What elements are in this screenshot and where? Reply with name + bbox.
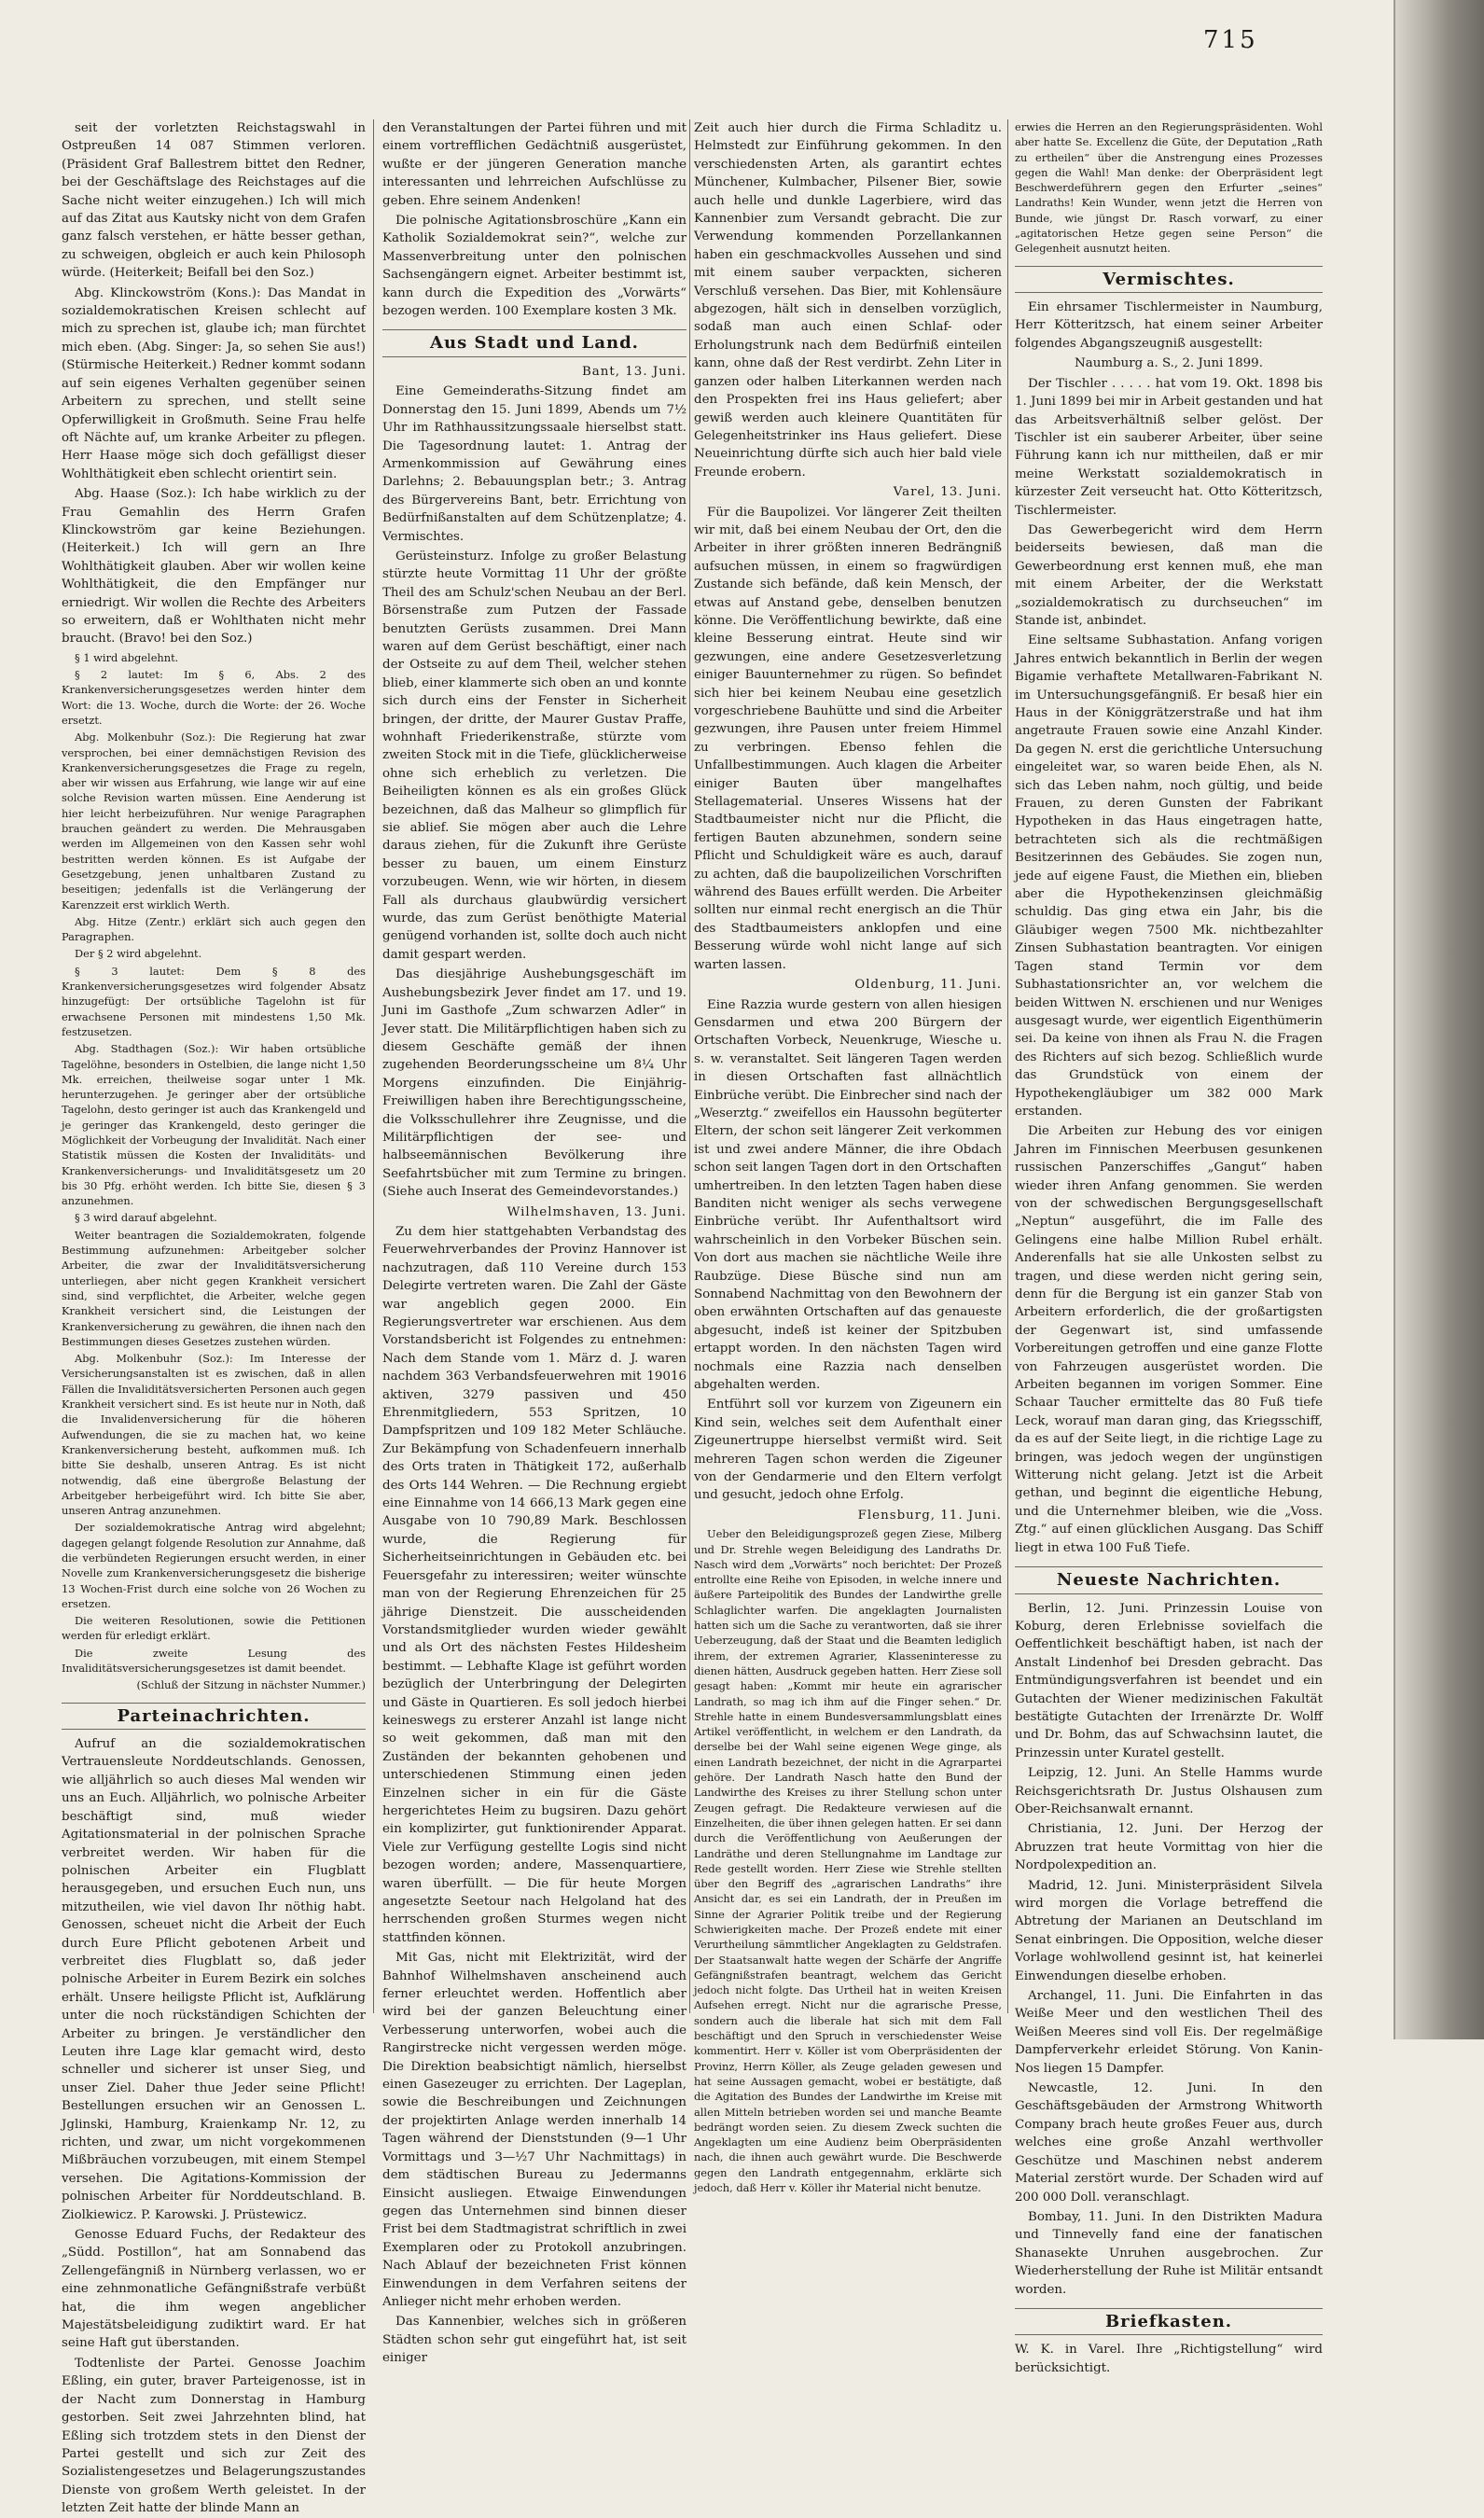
page-binding-shadow (1395, 0, 1484, 2039)
paragraph: Für die Baupolizei. Vor längerer Zeit theilten wir mit, daß bei einem Neubau der Ort, den die Arbeiter in ihrer größten inneren Bedrängniß aufsuchen müssen, in einem so fragwürdigen Zustande sich befände, daß kein Mensch, der etwas auf Anstand gebe, denselben benutzen könne. Die Veröffentlichung bewirkte, daß eine kleine Besserung eintrat. Heute sind wir gezwungen, eine andere Gesetzesverletzung einiger Bauunternehmer zu rügen. So befindet sich hier bei keinem Neubau eine gesetzlich vorgeschriebene Bauhütte und sind die Arbeiter gezwungen, ihre Pausen unter freiem Himmel zu verbringen. Ebenso fehlen die Unfallbestimmungen. Auch klagen die Arbeiter einiger Bauten über mangelhaftes Stellagematerial. Unseres Wissens hat der Stadtbaumeister nicht nur die Pflicht, die fertigen Bauten abzunehmen, sondern seine Pflicht und Schuldigkeit wäre es auch, darauf zu achten, daß die baupolizeilichen Vorschriften während des Baues erfüllt werden. Die Arbeiter sollten nur einmal recht energisch an die Thür des Stadtbaumeisters anklopfen und eine Besserung würde wohl nicht lange auf sich warten lassen. (694, 505, 1002, 972)
paragraph: (Schluß der Sitzung in nächster Nummer.) (136, 1678, 366, 1692)
column-3 (694, 119, 1002, 2195)
section-heading-neueste-nachrichten: Neueste Nachrichten. (1015, 1566, 1323, 1593)
paragraph: Die weiteren Resolutionen, sowie die Petitionen werden für erledigt erklärt. (62, 1614, 366, 1643)
column-1 (62, 119, 366, 2516)
paragraph: Aufruf an die sozialdemokratischen Vertrauensleute Norddeutschlands. Genossen, wie alljährlich so auch dieses Mal wenden wir uns an Euch. Alljährlich, wo polnische Arbeiter beschäftigt sind, muß wieder Agitationsmaterial in der polnischen Sprache verbreitet werden. Wir haben für die polnischen Arbeiter ein Flugblatt herausgegeben, und ersuchen Euch nun, uns mitzutheilen, wie viel davon Ihr nöthig habt. Genossen, scheuet nicht die Arbeit der Euch durch Eure Pflicht gebotenen Arbeit und verbreitet dies Flugblatt so, daß jeder polnische Arbeiter in Eurem Bezirk ein solches erhält. Unsere heiligste Pflicht ist, Aufklärung unter die noch rückständigen Schichten der Arbeiter zu bringen. Je verständlicher den Leuten ihre Lage klar gemacht wird, desto schneller und sicherer ist unser Sieg, und unser Ziel. Daher thue Jeder seine Pflicht! Bestellungen ersuchen wir an Genossen L. Jglinski, Hamburg, Kraienkamp Nr. 12, zu richten, und zwar, um nicht vorgekommenen Mißbräuchen vorzubeugen, mit einem Stempel versehen. Die Agitations-Kommission der polnischen Arbeiter für Norddeutschland. B. Ziolkiewicz. P. Karowski. J. Prüstewicz. (62, 1737, 366, 2222)
article-local-news-cont (694, 119, 1002, 2195)
article-party-news-cont (382, 119, 687, 320)
article-letterbox (1015, 2341, 1323, 2377)
paragraph: seit der vorletzten Reichstagswahl in Ostpreußen 14 087 Stimmen verloren. (Präsident Graf Ballestrem bittet den Redner, bei der Geschäftslage des Reichstages auf die Sache nicht weiter einzugehen.) Ich will mich auf das Zitat aus Kautsky nicht von dem Grafen ganz falsch verstehen, er hätte besser gethan, zu schweigen, obgleich er auch kein Philosoph würde. (Heiterkeit; Beifall bei den Soz.) (62, 121, 366, 281)
paragraph: Todtenliste der Partei. Genosse Joachim Eßling, ein guter, braver Parteigenosse, ist in der Nacht zum Donnerstag in Hamburg gestorben. Seit zwei Jahrzehnten blind, hat Eßling sich trotzdem stets in den Dienst der Partei gestellt und sich zur Zeit des Sozialistengesetzes und Belagerungszustandes Dienste von großem Werth geleistet. In der letzten Zeit hatte der blinde Mann an (62, 2356, 366, 2516)
paragraph: Wilhelmshaven, 13. Juni. (506, 1204, 687, 1219)
paragraph: Bombay, 11. Juni. In den Distrikten Madura und Tinnevelly fand eine der fanatischen Shanasekte Unruhen ausgebrochen. Zur Wiederherstellung der Ruhe ist Militär entsandt worden. (1015, 2209, 1323, 2297)
paragraph: § 3 wird darauf abgelehnt. (75, 1211, 217, 1225)
article-flensburg-cont (1015, 119, 1323, 257)
article-party-news (62, 1735, 366, 2517)
paragraph: Varel, 13. Juni. (893, 485, 1002, 500)
column-rule (1007, 119, 1008, 2013)
article-vermischtes (1015, 299, 1323, 1557)
column-rule (689, 119, 690, 2013)
paragraph: Eine seltsame Subhastation. Anfang vorigen Jahres entwich bekanntlich in Berlin der wegen Bigamie verhaftete Metallwaren-Fabrikant N. im Untersuchungsgefängniß. Er besaß hier ein Haus in der Königgrätzerstraße und hat ihm angetraute Frauen sowie eine Anzahl Kinder. Da gegen N. erst die gerichtliche Untersuchung eingeleitet war, so waren beide Ehen, als N. sich das Leben nahm, noch gültig, und beide Frauen, zu deren Gunsten der Fabrikant Hypotheken in das Haus eingetragen hatte, betrachteten sich als die rechtmäßigen Besitzerinnen des Gebäudes. Sie zogen nun, jede auf eigene Faust, die Miethen ein, blieben aber die Hypothekenzinsen gleichmäßig schuldig. Das ging etwa ein Jahr, bis die Gläubiger wegen 7500 Mk. nichtbezahlter Zinsen Subhastation beantragten. Vor einigen Tagen stand Termin vor dem Subhastationsrichter an, vor welchem die beiden Wittwen N. erschienen und nur Weniges ausgesagt wurde, wer eigentlich Eigenthümerin sei. Da keine von ihnen als Frau N. die Fragen des Richters auf sich bezog. Schließlich wurde das Grundstück von einem der Hypothekengläubiger um 382 000 Mark erstanden. (1015, 633, 1323, 1119)
paragraph: Madrid, 12. Juni. Ministerpräsident Silvela wird morgen die Vorlage betreffend die Abtretung der Marianen an Deutschland im Senat einbringen. Die Opposition, welche dieser Vorlage wohlwollend gesinnt ist, hat keinerlei Einwendungen dieselbe erhoben. (1015, 1878, 1323, 1983)
column-rule (373, 119, 374, 2013)
paragraph: Zeit auch hier durch die Firma Schladitz u. Helmstedt zur Einführung gekommen. In den verschiedensten Arten, als garantirt echtes Münchener, Kulmbacher, Pilsener Bier, sowie auch helle und dunkle Lagerbiere, wird das Kannenbier zum Versandt gebracht. Die zur Verwendung kommenden Porzellankannen haben ein geschmackvolles Aussehen und sind mit einem sauber verpackten, sicheren Verschluß versehen. Das Bier, mit Kohlensäure abgezogen, hält sich in denselben vorzüglich, sodaß man auch einen Schlaf- oder Erholungstrunk nach dem Bedürfniß einteilen kann, ohne daß der Rest verdirbt. Zehn Liter in ganzen oder halben Literkannen werden nach den Prospekten frei ins Haus geliefert; aber gewiß werden auch kleinere Quantitäten für Gelegenheitstrinker ins Haus geliefert. Diese Neueinrichtung dürfte sich auch hier bald viele Freunde erobern. (694, 121, 1002, 480)
paragraph: Genosse Eduard Fuchs, der Redakteur des „Südd. Postillon“, hat am Sonnabend das Zellengefängniß in Nürnberg verlassen, wo er eine zehnmonatliche Gefängnißstrafe verbüßt hat, die ihm wegen angeblicher Majestätsbeleidigung zudiktirt ward. Er hat seine Haft gut überstanden. (62, 2228, 366, 2351)
paragraph: Gerüsteinsturz. Infolge zu großer Belastung stürzte heute Vormittag 11 Uhr der größte Theil des am Schulz'schen Neubau an der Berl. Börsenstraße zum Putzen der Fassade benutzten Gerüsts zusammen. Drei Mann waren auf dem Gerüst beschäftigt, einer nach der Ostseite zu auf dem Theil, welcher stehen blieb, einer klammerte sich oben an und konnte sich durch eins der Fenster in Sicherheit bringen, der dritte, der Maurer Gustav Praffe, wohnhaft Friederikenstraße, stürzte vom zweiten Stock mit in die Tiefe, glücklicherweise ohne sich erheblich zu verletzen. Die Beiheiligten können es als ein großes Glück bezeichnen, daß das Malheur so glimpflich für sie ablief. Sie mögen aber auch die Lehre daraus ziehen, für die Zukunft ihre Gerüste besser zu bauen, um einem Einsturz vorzubeugen. Wenn, wie wir hörten, in diesem Fall als durchaus glaubwürdig versichert wurde, das zum Gerüst benöthigte Material genügend vorhanden ist, sollte doch auch nicht damit gespart werden. (382, 549, 687, 962)
paragraph: Christiania, 12. Juni. Der Herzog der Abruzzen trat heute Vormittag von hier die Nordpolexpedition an. (1015, 1822, 1323, 1873)
paragraph: § 1 wird abgelehnt. (75, 650, 179, 664)
paragraph: § 2 lautet: Im § 6, Abs. 2 des Krankenversicherungsgesetzes werden hinter dem Wort: die 13. Woche, durch die Worte: der 26. Woche ersetzt. (62, 668, 366, 727)
paragraph: Die zweite Lesung des Invaliditätsversicherungsgesetzes ist damit beendet. (62, 1646, 366, 1676)
paragraph: W. K. in Varel. Ihre „Richtigstellung“ wird berücksichtigt. (1015, 2343, 1323, 2375)
paragraph: Abg. Hitze (Zentr.) erklärt sich auch gegen den Paragraphen. (62, 914, 366, 944)
paragraph: Eine Razzia wurde gestern von allen hiesigen Gensdarmen und etwa 200 Bürgern der Ortschaften Vorbeck, Neuenkruge, Wiesche u. s. w. veranstaltet. Seit längeren Tagen werden in diesen Ortschaften fast allnächtlich Einbrüche verübt. Die Einbrecher sind nach der „Weserztg.“ zweifellos ein Haussohn begüterter Eltern, der schon seit längerer Zeit verkommen ist und zwei andere Männer, die ihre Obdach schon seit langen Tagen dort in den Ortschaften umhertreiben. In den letzten Tagen haben diese Banditen nicht weniger als sechs verwegene Einbrüche verübt. Ihr Aufenthaltsort wird wahrscheinlich in den Vorbeker Büschen sein. Von dort aus machen sie nächtliche Weile ihre Raubzüge. Diese Büsche sind nun am Sonnabend Nachmittag von den Bewohnern der oben erwähnten Ortschaften auf das genaueste abgesucht, indeß ist keiner der Spitzbuben ertappt worden. In den nächsten Tagen wird nochmals eine Razzia nach denselben abgehalten werden. (694, 997, 1002, 1393)
paragraph: Ein ehrsamer Tischlermeister in Naumburg, Herr Kötteritzsch, hat einem seiner Arbeiter folgendes Abgangszeugniß ausgestellt: (1015, 300, 1323, 351)
section-heading-vermischtes: Vermischtes. (1015, 266, 1323, 293)
paragraph: Abg. Klinckowström (Kons.): Das Mandat in sozialdemokratischen Kreisen schlecht auf mich zu sprechen ist, glaube ich; man fürchtet mich eben. (Abg. Singer: Ja, so sehen Sie aus!) (Stürmische Heiterkeit.) Redner kommt sodann auf sein eigenes Verhalten gegenüber seinen Arbeitern zu sprechen, und stellt seine Opferwilligkeit in Großmuth. Seine Frau helfe oft Nächte auf, um kranke Arbeiter zu pflegen. Herr Haase möge sich doch gefälligst dieser Wohlthätigkeit eben schlecht orientirt sein. (62, 285, 366, 481)
paragraph: Bant, 13. Juni. (581, 364, 687, 379)
paragraph: Archangel, 11. Juni. Die Einfahrten in das Weiße Meer und den westlichen Theil des Weißen Meeres sind voll Eis. Der regelmäßige Dampferverkehr erleidet Störung. Von Kanin-Nos liegen 15 Dampfer. (1015, 1989, 1323, 2076)
column-4 (1015, 119, 1323, 2375)
paragraph: Mit Gas, nicht mit Elektrizität, wird der Bahnhof Wilhelmshaven anscheinend auch ferner erleuchtet werden. Hoffentlich aber wird bei der ganzen Beleuchtung einer Verbesserung unterworfen, wobei auch die Rangirstrecke nicht vergessen werden möge. Die Direktion beabsichtigt nämlich, hierselbst einen Gasezeuger zu errichten. Der Lageplan, sowie die Beschreibungen und Zeichnungen der projektirten Anlage werden innerhalb 14 Tagen während der Dienststunden (9—1 Uhr Vormittags und 3—½7 Uhr Nachmittags) in dem städtischen Bureau zu Jedermanns Einsicht ausliegen. Etwaige Einwendungen gegen das Unternehmen sind binnen dieser Frist bei dem Stadtmagistrat schriftlich in zwei Exemplaren oder zu Protokoll anzubringen. Nach Ablauf der bezeichneten Frist können Einwendungen in dem Verfahren seitens der Anlieger nicht mehr erhoben werden. (382, 1951, 687, 2309)
article-latest-news (1015, 1600, 1323, 2299)
paragraph: Zu dem hier stattgehabten Verbandstag des Feuerwehrverbandes der Provinz Hannover ist nachzutragen, daß 110 Vereine durch 153 Delegirte vertreten waren. Die Zahl der Gäste war angeblich gegen 2000. Ein Regierungsvertreter war erschienen. Aus dem Vorstandsbericht ist Folgendes zu entnehmen: Nach dem Stande vom 1. März d. J. waren nachdem 363 Verbandsfeuerwehren mit 19016 aktiven, 3279 passiven und 450 Ehrenmitgliedern, 553 Spritzen, 10 Dampfspritzen und 109 182 Meter Schläuche. Zur Bekämpfung von Schadenfeuern innerhalb des Orts traten in Thätigkeit 172, außerhalb des Orts 144 Wehren. — Die Rechnung ergiebt eine Einnahme von 14 666,13 Mark gegen eine Ausgabe von 10 790,89 Mark. Beschlossen wurde, die Regierung für Sicherheitseinrichtungen in Gebäuden etc. bei Feuersgefahr zu interessiren; weiter wünschte man von der Regierung Ehrenzeichen für 25 jährige Dienstzeit. Die ausscheidenden Vorstandsmitglieder wurden wieder gewählt und als Ort des nächsten Festes Hildesheim bestimmt. — Lebhafte Klage ist geführt worden bezüglich der Unterbringung der Delegirten und Gäste in Quartieren. Es soll jedoch hierbei keineswegs zu ersterer Anzahl ist lange nicht so weit gekommen, daß man mit den Zuständen der bekannten gehobenen und unterschiedenen Stimmung einen jeden Einzelnen sicher in ein für die Gäste hergerichtetes Heim zu bugsiren. Dazu gehört ein komplizirter, gut funktionirender Apparat. Viele zur Verfügung gestellte Logis sind nicht bezogen worden; andere, Massenquartiere, waren überfüllt. — Die für heute Morgen angesetzte Seetour nach Helgoland hat des herrschenden großen Sturmes wegen nicht stattfinden können. (382, 1224, 687, 1945)
paragraph: Abg. Molkenbuhr (Soz.): Die Regierung hat zwar versprochen, bei einer demnächstigen Revision des Krankenversicherungsgesetzes die Frage zu regeln, aber wir wissen aus Erfahrung, wie lange wir auf eine solche Revision warten müssen. Eine Aenderung ist hier leicht herbeizuführen. Nur wenige Paragraphen brauchen geändert zu werden. Die Mehrausgaben werden im Allgemeinen von den Kassen sehr wohl bestritten werden können. Es ist Aufgabe der Gesetzgebung, jenen unhaltbaren Zustand zu beseitigen; jedenfalls ist die Verlängerung der Karenzzeit erst wirklich Werth. (62, 730, 366, 911)
article-reichstag-report (62, 119, 366, 1693)
paragraph: Abg. Molkenbuhr (Soz.): Im Interesse der Versicherungsanstalten ist es zwischen, daß in allen Fällen die Invaliditätsversicherten Personen auch gegen Krankheit versichert sind. Es ist heute nur in Noth, daß die Invalidenversicherung für die höheren Aufwendungen, die sie zu machen hat, wo keine Krankenversicherung besteht, aufkommen muß. Ich bitte Sie deshalb, unseren Antrag. Es ist nicht notwendig, daß eine übergroße Belastung der Arbeitgeber herbeigeführt wird. Ich bitte Sie aber, unseren Antrag anzunehmen. (62, 1352, 366, 1518)
paragraph: Entführt soll vor kurzem von Zigeunern ein Kind sein, welches seit dem Aufenthalt einer Zigeunertruppe hierselbst vermißt wird. Seit mehreren Tagen schon werden die Zigeuner von der Gendarmerie und den Eltern verfolgt und gesucht, jedoch ohne Erfolg. (694, 1398, 1002, 1503)
paragraph: Weiter beantragen die Sozialdemokraten, folgende Bestimmung aufzunehmen: Arbeitgeber solcher Arbeiter, die zwar der Invaliditätsversicherung unterliegen, aber nicht gegen Krankheit versichert sind, sind verpflichtet, die Arbeiter, welche gegen Krankheit versichert sind, die Leistungen der Krankenversicherung zu gewähren, die ihnen nach den Bestimmungen dieses Gesetzes zustehen würden. (62, 1228, 366, 1348)
paragraph: Das diesjährige Aushebungsgeschäft im Aushebungsbezirk Jever findet am 17. und 19. Juni im Gasthofe „Zum schwarzen Adler“ in Jever statt. Die Militärpflichtigen haben sich zu diesem Geschäfte gemäß der ihnen zugehenden Beorderungsscheine um 8¼ Uhr Morgens einzufinden. Die Einjährig-Freiwilligen haben ihre Berechtigungsscheine, die Volksschullehrer ihre Zeugnisse, und die Militärpflichtigen der see- und halbseemännischen Bevölkerung ihre Seefahrtsbücher mit zum Termine zu bringen. (Siehe auch Inserat des Gemeindevorstandes.) (382, 967, 687, 1200)
paragraph: den Veranstaltungen der Partei führen und mit einem vortrefflichen Gedächtniß ausgerüstet, wußte er der jüngeren Generation manche interessanten und lehrreichen Aufschlüsse zu geben. Ehre seinem Andenken! (382, 121, 687, 208)
binding-edge (1394, 0, 1395, 2039)
paragraph: Der Tischler . . . . . hat vom 19. Okt. 1898 bis 1. Juni 1899 bei mir in Arbeit gestanden und hat das Arbeitsverhältniß selber gelöst. Der Tischler ist ein sauberer Arbeiter, über seine Führung kann ich nur mittheilen, daß er mir meine Werkstatt sozialdemokratisch in kürzester Zeit verseucht hat. Otto Kötteritzsch, Tischlermeister. (1015, 376, 1323, 518)
paragraph: erwies die Herren an den Regierungspräsidenten. Wohl aber hatte Se. Excellenz die Güte, der Deputation „Rath zu ertheilen“ über die Anstrengung eines Prozesses gegen die Wahl! Man denke: der Oberpräsident legt Beschwerdeführern gegen den Erfurter „seines“ Landraths! Kein Wunder, wenn jetzt die Herren von Bunde, wie jüngst Dr. Rasch vorwarf, zu einer „agitatorischen Hetze gegen seine Person“ die Gelegenheit ausnutzt heiten. (1015, 120, 1323, 256)
paragraph: Der § 2 wird abgelehnt. (75, 947, 202, 961)
paragraph: Ueber den Beleidigungsprozeß gegen Ziese, Milberg und Dr. Strehle wegen Beleidigung des Landraths Dr. Nasch wird dem „Vorwärts“ noch berichtet: Der Prozeß entrollte eine Reihe von Episoden, in welche innere und äußere Parteipolitik des Bundes der Landwirthe grelle Schlaglichter warfen. Die angeklagten Journalisten hatten sich um die Sache zu verantworten, daß sie ihrer Ueberzeugung, daß der Staat und die Beamten lediglich ihrem, der extremen Agrarier, Klasseninteresse zu dienen hätten, Ausdruck gegeben hatten. Herr Ziese soll gesagt haben: „Kommt mir heute ein agrarischer Landrath, so mag ich ihm auf die Finger sehen.“ Dr. Strehle hatte in einem Bundesversammlungsblatt eines Artikel veröffentlicht, in welchem er den Landrath, da derselbe bei der Wahl seine eigenen Wege ginge, als einen Landrath bezeichnet, der nicht in die Agrarpartei gehöre. Der Landrath Nasch hatte den Bund der Landwirthe des Kreises zu ihrer Stellung schon unter Zeugen gefragt. Die Redakteure verwiesen auf die Einzelheiten, die über ihnen gelegen hatten. Er sei dann durch die Veröffentlichung von Aeußerungen der Landräthe und deren Stellungnahme im Landtage zur Rede gestellt worden. Herr Ziese wie Strehle stellten über den Begriff des „agrarischen Landraths“ ihre Ansicht dar, es sei ein Landrath, der in Preußen im Sinne der Agrarier Politik treibe und der Regierung Schwierigkeiten mache. Der Prozeß endete mit einer Verurtheilung sämmtlicher Angeklagten zu Geldstrafen. Der Staatsanwalt hatte wegen der Schärfe der Angriffe Gefängnißstrafen beantragt, welchem das Gericht jedoch nicht folgte. Das Urtheil hat in weiten Kreisen Aufsehen erregt. Nicht nur die agrarische Presse, sondern auch die liberale hat sich mit dem Fall beschäftigt und den Spruch in verschiedenster Weise kommentirt. Herr v. Köller ist vom Oberpräsidenten der Provinz, Herrn Köller, als Zeuge geladen gewesen und hat seine Aussagen gemacht, wobei er bestätigte, daß die Agitation des Bundes der Landwirthe im Kreise mit allen Mitteln betrieben worden sei und manche Beamte bedrängt worden seien. Zu diesem Zweck suchten die Angeklagten um eine Audienz beim Oberpräsidenten nach, die ihnen auch gewährt wurde. Die Beschwerde gegen den Landrath entgegennahm, erklärte sich jedoch, daß Herr v. Köller ihr Material nicht benutze. (694, 1527, 1002, 2195)
section-heading-parteinachrichten: Parteinachrichten. (62, 1703, 366, 1730)
paragraph: Leipzig, 12. Juni. An Stelle Hamms wurde Reichsgerichtsrath Dr. Justus Olshausen zum Ober-Reichsanwalt ernannt. (1015, 1766, 1323, 1816)
section-heading-aus-stadt-und-land: Aus Stadt und Land. (382, 329, 687, 356)
paragraph: Abg. Haase (Soz.): Ich habe wirklich zu der Frau Gemahlin des Herrn Grafen Klinckowström gar keine Beziehungen. (Heiterkeit.) Ich will gern an Ihre Wohlthätigkeit glauben. Aber wir wollen keine Wohlthätigkeit, die den Empfänger nur erniedrigt. Wir wollen die Rechte des Arbeiters so erweitern, daß er Wohlthaten nicht mehr braucht. (Bravo! bei den Soz.) (62, 487, 366, 647)
column-2 (382, 119, 687, 2366)
paragraph: Der sozialdemokratische Antrag wird abgelehnt; dagegen gelangt folgende Resolution zur Annahme, daß die verbündeten Regierungen ersucht werden, in einer Novelle zum Krankenversicherungsgesetz die bisherige 13 Wochen-Frist durch eine solche von 26 Wochen zu ersetzen. (62, 1521, 366, 1610)
paragraph: Eine Gemeinderaths-Sitzung findet am Donnerstag den 15. Juni 1899, Abends um 7½ Uhr im Rathhaussitzungssaale hierselbst statt. Die Tagesordnung lautet: 1. Antrag der Armenkommission auf Gewährung eines Darlehns; 2. Bebauungsplan betr.; 3. Antrag des Bürgervereins Bant, betr. Errichtung von Bedürfnißanstalten auf dem Schützenplatze; 4. Vermischtes. (382, 384, 687, 544)
paragraph: Naumburg a. S., 2. Juni 1899. (1075, 356, 1263, 371)
paragraph: Flensburg, 11. Juni. (857, 1508, 1002, 1523)
paragraph: Das Gewerbegericht wird dem Herrn beiderseits bewiesen, daß man die Gewerbeordnung erst kennen muß, ehe man mit einem Arbeiter, der die Werkstatt „sozialdemokratisch zu durchseuchen“ im Stande ist, anbindet. (1015, 522, 1323, 628)
paragraph: Berlin, 12. Juni. Prinzessin Louise von Koburg, deren Erlebnisse sovielfach die Oeffentlichkeit beschäftigt haben, ist nach der Anstalt Lindenhof bei Dresden gebracht. Das Entmündigungsverfahren ist beendet und ein Gutachten der Wiener medizinischen Fakultät bestätigte Gutachten der Irrenärzte Dr. Wolff und Dr. Bohm, das auf Schwachsinn lautet, die Prinzessin unter Kuratel gestellt. (1015, 1601, 1323, 1760)
paragraph: Newcastle, 12. Juni. In den Geschäftsgebäuden der Armstrong Whitworth Company brach heute großes Feuer aus, durch welches eine große Anzahl werthvoller Geschütze und Maschinen nebst anderem Material zerstört wurde. Der Schaden wird auf 200 000 Doll. veranschlagt. (1015, 2081, 1323, 2205)
paragraph: Die polnische Agitationsbroschüre „Kann ein Katholik Sozialdemokrat sein?“, welche zur Massenverbreitung unter den polnischen Sachsengängern eignet. Arbeiter bestimmt ist, kann durch die Expedition des „Vorwärts“ bezogen werden. 100 Exemplare kosten 3 Mk. (382, 214, 687, 319)
page-number: 715 (1203, 26, 1258, 54)
paragraph: Abg. Stadthagen (Soz.): Wir haben ortsübliche Tagelöhne, besonders in Ostelbien, die lange nicht 1,50 Mk. erreichen, theilweise sogar unter 1 Mk. herunterzugehen. Je geringer aber der ortsübliche Tagelohn, desto geringer ist auch das Krankengeld und je geringer das Krankengeld, desto geringer die Möglichkeit der Vorbeugung der Invalidität. Nach einer Statistik müssen die Kosten der Invaliditäts- und Krankenversicherungs- und Invaliditätsgesetz um 20 bis 30 Pfg. erhöht werden. Ich bitte Sie, diesen § 3 anzunehmen. (62, 1042, 366, 1208)
paragraph: § 3 lautet: Dem § 8 des Krankenversicherungsgesetzes wird folgender Absatz hinzugefügt: Der ortsübliche Tagelohn ist für erwachsene Personen mit mindestens 1,50 Mk. festzusetzen. (62, 964, 366, 1038)
section-heading-briefkasten: Briefkasten. (1015, 2308, 1323, 2335)
paragraph: Das Kannenbier, welches sich in größeren Städten schon sehr gut eingeführt hat, ist seit einiger (382, 2315, 687, 2366)
paragraph: Oldenburg, 11. Juni. (854, 978, 1002, 993)
paragraph: Die Arbeiten zur Hebung des vor einigen Jahren im Finnischen Meerbusen gesunkenen russischen Panzerschiffes „Gangut“ haben wieder ihren Anfang genommen. Sie werden von der schwedischen Bergungsgesellschaft „Neptun“ ausgeführt, die im Falle des Gelingens eine halbe Million Rubel erhält. Anderenfalls hat sie alle Unkosten selbst zu tragen, und diese werden nicht gering sein, denn für die Bergung ist ein ganzer Stab von Arbeitern erforderlich, die der großartigsten der Gegenwart ist, sind umfassende Vorbereitungen getroffen und eine ganze Flotte von Fahrzeugen ausgerüstet worden. Die Arbeiten begannen im vorigen Sommer. Eine Schaar Taucher ermittelte das 80 Fuß tiefe Leck, worauf man daran ging, das Kriegsschiff, da es auf der Seite liegt, in die richtige Lage zu bringen, was jedoch wegen der ungünstigen Witterung nicht gelang. Jetzt ist die Arbeit gethan, und beginnt die eigentliche Hebung, und die Unternehmer bleiben, wie die „Voss. Ztg.“ auf einen glücklichen Ausgang. Das Schiff liegt in etwa 100 Fuß Tiefe. (1015, 1124, 1323, 1555)
article-local-news (382, 363, 687, 2368)
